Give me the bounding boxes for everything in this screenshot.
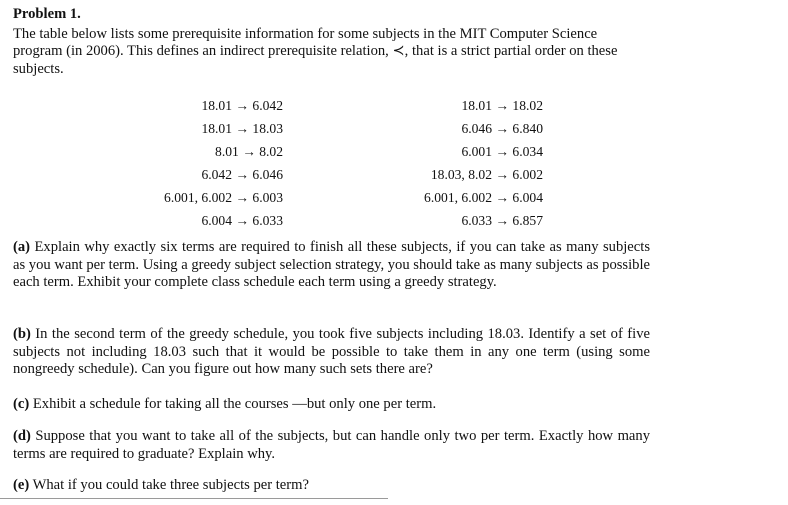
part-text: What if you could take three subjects per term?: [32, 477, 309, 493]
part-label: (a): [13, 239, 31, 255]
problem-page: [13, 6, 653, 493]
part-text: Suppose that you want to take all of the subjects, but can handle only two per term. Exactly how many terms are required to graduate? Explain why.: [13, 428, 650, 462]
prerequisite-entry: 6.046 → 6.840: [461, 121, 543, 136]
part-text: Explain why exactly six terms are required to finish all these subjects, if you can take as many subjects as you want per term. Using a greedy subject selection strategy, you should take as many subjects as possible each term. Exhibit your complete class schedule each term using a greedy strategy.: [13, 239, 651, 291]
prerequisite-entry: 6.001, 6.002 → 6.003: [164, 190, 283, 205]
part-text: In the second term of the greedy schedule, you took five subjects including 18.03. Identify a set of five subjects not including 18.03 such that it would be possible to take them in any one term (using some nongreedy schedule). Can you figure out how many such sets there are?: [13, 326, 650, 378]
prerequisite-entry: 8.01 → 8.02: [215, 144, 283, 159]
part-label: (c): [13, 396, 30, 412]
prerequisite-entry: 18.01 → 18.02: [461, 98, 543, 113]
prerequisite-entry: 18.01 → 18.03: [201, 121, 283, 136]
problem-title: Problem 1.: [13, 6, 81, 22]
prerequisite-entry: 6.033 → 6.857: [461, 213, 543, 228]
part-d: [13, 428, 650, 463]
intro-paragraph: The table below lists some prerequisite information for some subjects in the MIT Computer Science program (in 2006). This defines an indirect prerequisite relation, ≺, that is a strict partial order on these subjects.: [13, 25, 618, 77]
prerequisite-entry: 6.042 → 6.046: [201, 167, 283, 182]
prerequisite-entry: 6.004 → 6.033: [201, 213, 283, 228]
prerequisite-entry: 18.01 → 6.042: [201, 98, 283, 113]
prerequisite-entry: 6.001 → 6.034: [461, 144, 543, 159]
part-c: [13, 396, 650, 414]
part-text: Exhibit a schedule for taking all the courses —but only one per term.: [32, 396, 437, 412]
part-label: (d): [13, 428, 31, 444]
part-b: [13, 326, 650, 379]
part-a: [13, 239, 650, 292]
bottom-divider: [0, 498, 388, 499]
prerequisite-entry: 6.001, 6.002 → 6.004: [424, 190, 543, 205]
part-e: [13, 477, 650, 495]
part-label: (b): [13, 326, 31, 342]
prerequisite-entry: 18.03, 8.02 → 6.002: [430, 167, 543, 182]
part-label: (e): [13, 477, 30, 493]
